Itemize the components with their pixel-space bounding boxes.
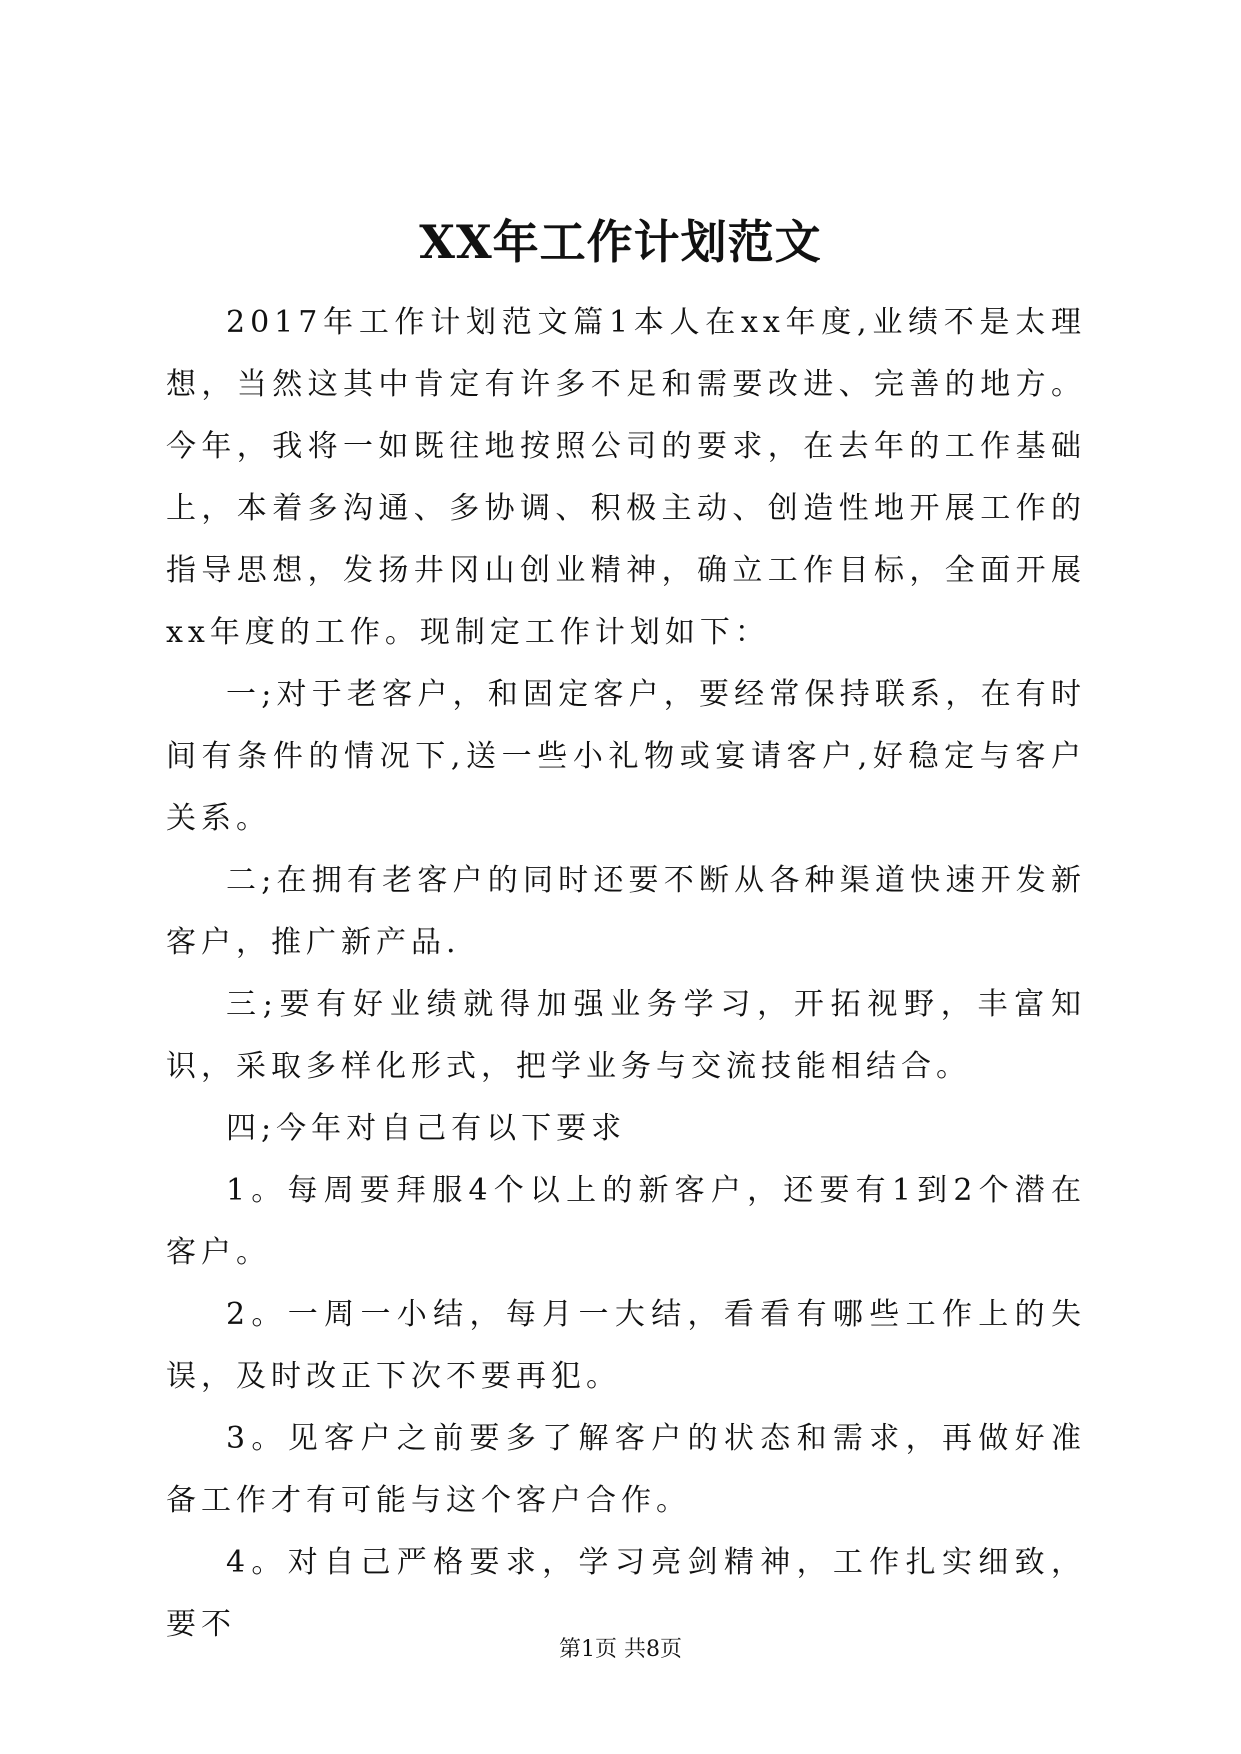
paragraph-requirement-3: 3。见客户之前要多了解客户的状态和需求，再做好准备工作才有可能与这个客户合作。 [166,1421,1086,1518]
page-footer: 第1页 共8页 [559,1637,682,1662]
paragraph-item-4: 四;今年对自己有以下要求 [226,1111,627,1146]
paragraph-requirement-1: 1。每周要拜服4个以上的新客户，还要有1到2个潜在客户。 [166,1173,1086,1270]
paragraph-intro: 2017年工作计划范文篇1本人在xx年度,业绩不是太理想，当然这其中肯定有许多不足和需要改进、完善的地方。今年，我将一如既往地按照公司的要求，在去年的工作基础上，本着多沟通、多协调、积极主动、创造性地开展工作的指导思想，发扬井冈山创业精神，确立工作目标，全面开展xx年度的工作。现制定工作计划如下： [166,305,1086,650]
document-body [166,292,1086,1656]
paragraph-requirement-4: 4。对自己严格要求，学习亮剑精神，工作扎实细致，要不 [166,1545,1086,1642]
paragraph-item-1: 一;对于老客户，和固定客户，要经常保持联系，在有时间有条件的情况下,送一些小礼物或宴请客户,好稳定与客户关系。 [166,677,1086,836]
paragraph-item-2: 二;在拥有老客户的同时还要不断从各种渠道快速开发新客户，推广新产品. [166,863,1086,960]
paragraph-item-3: 三;要有好业绩就得加强业务学习，开拓视野，丰富知识，采取多样化形式，把学业务与交流技能相结合。 [166,987,1086,1084]
paragraph-requirement-2: 2。一周一小结，每月一大结，看看有哪些工作上的失误，及时改正下次不要再犯。 [166,1297,1086,1394]
document-title: XX年工作计划范文 [419,215,822,269]
